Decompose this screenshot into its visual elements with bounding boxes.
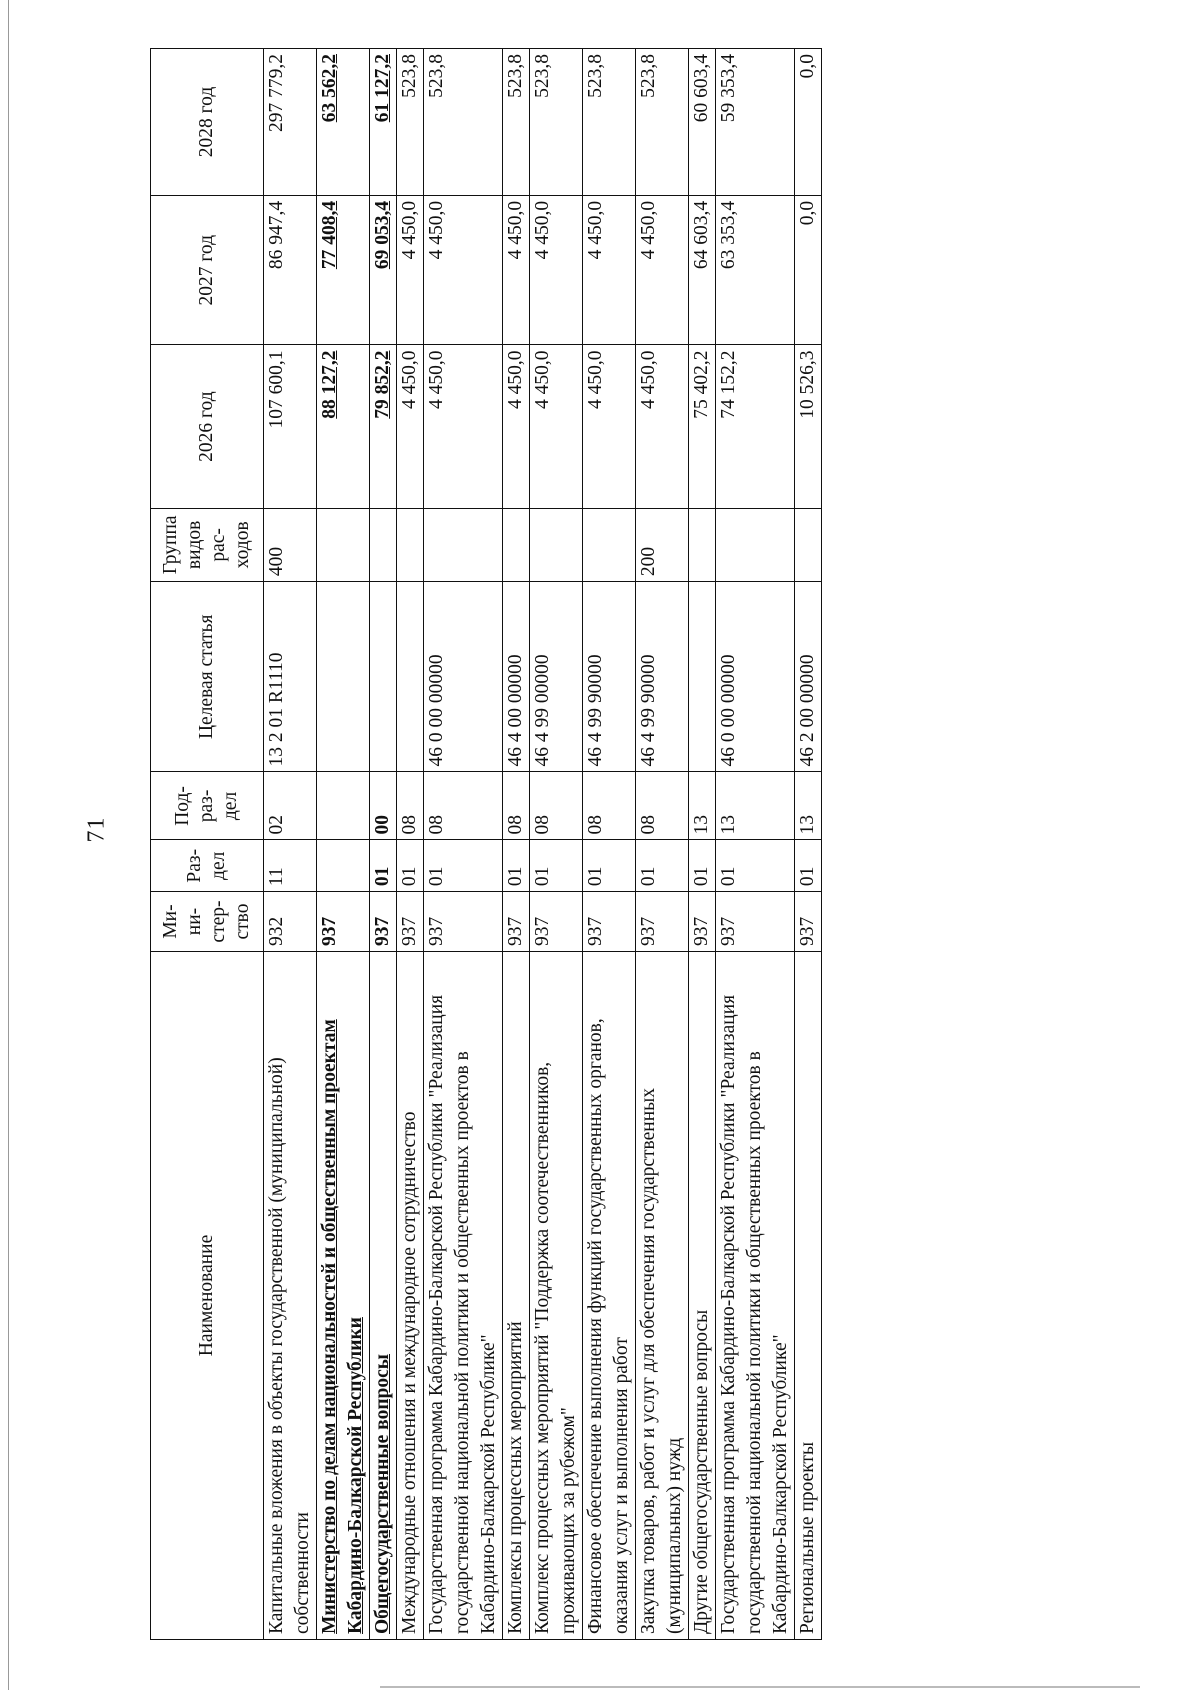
row-2028: 523,8	[583, 49, 636, 196]
row-name: Государственная программа Кабардино-Балкарской Республики "Реализация государственной национальной политики и общественных проектов в Кабардино-Балкарской Республике"	[424, 951, 503, 1639]
row-section: 11	[264, 840, 317, 892]
row-ministry: 937	[716, 892, 795, 952]
row-ministry: 937	[636, 892, 689, 952]
row-section: 01	[689, 840, 716, 892]
row-2027: 64 603,4	[689, 195, 716, 345]
row-group	[689, 508, 716, 581]
table-row	[530, 49, 583, 1640]
row-subsection: 08	[583, 772, 636, 840]
table-row	[264, 49, 317, 1640]
row-subsection: 08	[530, 772, 583, 840]
table-row	[424, 49, 503, 1640]
row-subsection: 08	[424, 772, 503, 840]
row-group	[503, 508, 530, 581]
row-group: 400	[264, 508, 317, 581]
scan-bottom-line	[380, 1686, 1140, 1688]
row-2028: 0,0	[795, 49, 822, 196]
row-name: Финансовое обеспечение выполнения функций государственных органов, оказания услуг и выполнения работ	[583, 951, 636, 1639]
row-2027: 4 450,0	[583, 195, 636, 345]
row-section: 01	[636, 840, 689, 892]
row-2026: 4 450,0	[530, 345, 583, 508]
row-subsection: 08	[503, 772, 530, 840]
row-target: 46 4 99 00000	[530, 582, 583, 772]
row-name: Закупка товаров, работ и услуг для обеспечения государственных (муниципальных) нужд	[636, 951, 689, 1639]
row-subsection: 02	[264, 772, 317, 840]
row-2028: 297 779,2	[264, 49, 317, 196]
row-2028: 60 603,4	[689, 49, 716, 196]
row-target	[317, 582, 370, 772]
row-name: Государственная программа Кабардино-Балкарской Республики "Реализация государственной национальной политики и общественных проектов в Кабардино-Балкарской Республике"	[716, 951, 795, 1639]
row-section: 01	[716, 840, 795, 892]
row-target: 13 2 01 R1110	[264, 582, 317, 772]
row-2027: 0,0	[795, 195, 822, 345]
row-target: 46 0 00 00000	[424, 582, 503, 772]
row-2027: 4 450,0	[503, 195, 530, 345]
table-row	[397, 49, 424, 1640]
row-2027: 4 450,0	[530, 195, 583, 345]
row-ministry: 932	[264, 892, 317, 952]
row-target	[370, 582, 397, 772]
table-row	[689, 49, 716, 1640]
row-name: Министерство по делам национальностей и общественным проектам Кабардино-Балкарской Республики	[317, 951, 370, 1639]
row-ministry: 937	[583, 892, 636, 952]
budget-table-wrapper	[150, 48, 822, 1640]
row-2028: 523,8	[397, 49, 424, 196]
row-name: Другие общегосударственные вопросы	[689, 951, 716, 1639]
table-row	[716, 49, 795, 1640]
row-section: 01	[795, 840, 822, 892]
row-target: 46 4 99 90000	[583, 582, 636, 772]
row-2026: 74 152,2	[716, 345, 795, 508]
row-2026: 107 600,1	[264, 345, 317, 508]
row-subsection: 08	[636, 772, 689, 840]
row-section: 01	[397, 840, 424, 892]
row-2026: 4 450,0	[397, 345, 424, 508]
row-group	[795, 508, 822, 581]
row-2028: 523,8	[530, 49, 583, 196]
row-section: 01	[583, 840, 636, 892]
row-subsection: 13	[689, 772, 716, 840]
table-row	[795, 49, 822, 1640]
row-2026: 4 450,0	[583, 345, 636, 508]
row-target: 46 2 00 00000	[795, 582, 822, 772]
row-2026: 10 526,3	[795, 345, 822, 508]
row-section	[317, 840, 370, 892]
header-subsection: Под-раз-дел	[151, 772, 264, 840]
row-2026: 4 450,0	[636, 345, 689, 508]
row-2026: 79 852,2	[370, 345, 397, 508]
row-group	[583, 508, 636, 581]
row-name: Региональные проекты	[795, 951, 822, 1639]
row-group	[424, 508, 503, 581]
row-target: 46 0 00 00000	[716, 582, 795, 772]
budget-table	[150, 48, 822, 1640]
row-2028: 523,8	[636, 49, 689, 196]
row-group	[317, 508, 370, 581]
row-2028: 61 127,2	[370, 49, 397, 196]
row-2027: 69 053,4	[370, 195, 397, 345]
row-2028: 59 353,4	[716, 49, 795, 196]
row-subsection: 13	[716, 772, 795, 840]
row-target: 46 4 00 00000	[503, 582, 530, 772]
table-row	[503, 49, 530, 1640]
row-2028: 63 562,2	[317, 49, 370, 196]
row-group	[370, 508, 397, 581]
row-2027: 4 450,0	[397, 195, 424, 345]
row-2027: 77 408,4	[317, 195, 370, 345]
table-row	[370, 49, 397, 1640]
row-section: 01	[370, 840, 397, 892]
row-subsection: 13	[795, 772, 822, 840]
row-name: Комплекс процессных мероприятий "Поддержка соотечественников, проживающих за рубежом"	[530, 951, 583, 1639]
row-subsection	[317, 772, 370, 840]
row-target	[397, 582, 424, 772]
row-name: Капитальные вложения в объекты государственной (муниципальной) собственности	[264, 951, 317, 1639]
header-target: Целевая статья	[151, 582, 264, 772]
row-section: 01	[424, 840, 503, 892]
row-subsection: 08	[397, 772, 424, 840]
row-2027: 63 353,4	[716, 195, 795, 345]
row-2026: 75 402,2	[689, 345, 716, 508]
header-name: Наименование	[151, 951, 264, 1639]
row-ministry: 937	[370, 892, 397, 952]
header-section: Раз-дел	[151, 840, 264, 892]
header-2028: 2028 год	[151, 49, 264, 196]
row-ministry: 937	[689, 892, 716, 952]
row-group	[397, 508, 424, 581]
row-ministry: 937	[503, 892, 530, 952]
row-name: Общегосударственные вопросы	[370, 951, 397, 1639]
row-name: Комплексы процессных мероприятий	[503, 951, 530, 1639]
table-row	[636, 49, 689, 1640]
row-2027: 86 947,4	[264, 195, 317, 345]
row-ministry: 937	[795, 892, 822, 952]
scan-edge-line	[8, 0, 9, 1690]
header-2027: 2027 год	[151, 195, 264, 345]
row-2026: 4 450,0	[503, 345, 530, 508]
header-row	[151, 49, 264, 1640]
row-subsection: 00	[370, 772, 397, 840]
row-2026: 88 127,2	[317, 345, 370, 508]
row-2027: 4 450,0	[636, 195, 689, 345]
row-section: 01	[503, 840, 530, 892]
row-name: Международные отношения и международное сотрудничество	[397, 951, 424, 1639]
table-row	[583, 49, 636, 1640]
row-group: 200	[636, 508, 689, 581]
row-2028: 523,8	[503, 49, 530, 196]
header-2026: 2026 год	[151, 345, 264, 508]
page-number: 71	[83, 816, 110, 843]
row-ministry: 937	[530, 892, 583, 952]
row-2026: 4 450,0	[424, 345, 503, 508]
row-target: 46 4 99 90000	[636, 582, 689, 772]
row-ministry: 937	[424, 892, 503, 952]
table-row	[317, 49, 370, 1640]
row-target	[689, 582, 716, 772]
row-group	[716, 508, 795, 581]
header-ministry: Ми-ни-стер-ство	[151, 892, 264, 952]
row-ministry: 937	[317, 892, 370, 952]
row-2028: 523,8	[424, 49, 503, 196]
row-group	[530, 508, 583, 581]
row-2027: 4 450,0	[424, 195, 503, 345]
row-section: 01	[530, 840, 583, 892]
row-ministry: 937	[397, 892, 424, 952]
header-expense-group: Группа видов рас-ходов	[151, 508, 264, 581]
